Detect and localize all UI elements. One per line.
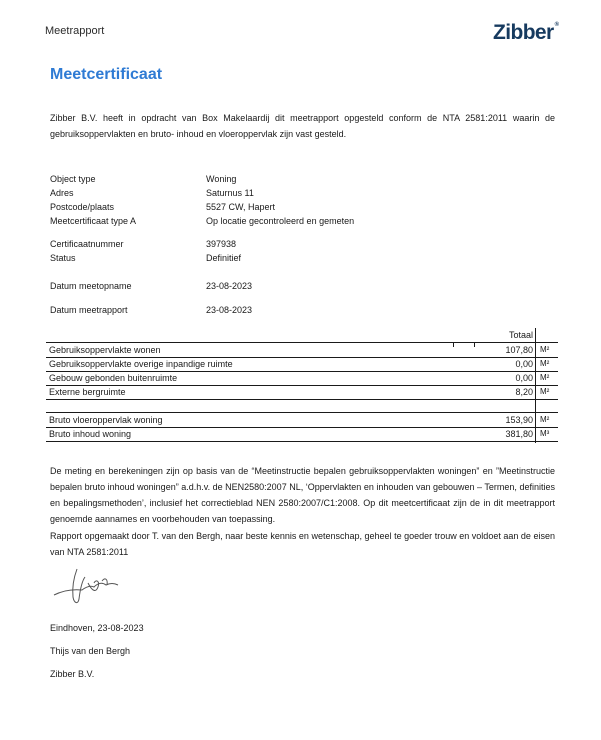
table-rule [46,399,558,400]
intro-paragraph: Zibber B.V. heeft in opdracht van Box Makelaardij dit meetrapport opgesteld conform de NTA 2581:2011 waarin de gebruiksoppervlakten en bruto- inhoud en vloeroppervlak zijn vast gesteld. [50,113,555,139]
row-unit: M² [540,387,550,396]
table-header-row [46,328,558,342]
table-row-bruto [46,413,558,427]
detail-label: Adres [50,188,74,198]
document-title: Meetcertificaat [50,66,163,83]
detail-label: Datum meetrapport [50,305,128,315]
table-row [46,357,558,371]
total-column-header: Totaal [508,330,533,340]
company-name: Zibber B.V. [50,669,95,679]
detail-value: Definitief [206,253,242,263]
detail-value: 23-08-2023 [206,281,253,291]
detail-label: Object type [50,174,96,184]
row-value: 0,00 [515,373,533,383]
row-unit: M² [540,359,550,368]
place-date: Eindhoven, 23-08-2023 [50,623,144,633]
table-row [46,343,558,357]
row-label: Gebruiksoppervlakte overige inpandige ruimte [49,359,233,369]
row-label: Gebouw gebonden buitenruimte [49,373,178,383]
row-label: Bruto vloeroppervlak woning [49,415,163,425]
row-value: 8,20 [515,387,533,397]
detail-value: Op locatie gecontroleerd en gemeten [206,216,355,226]
row-value: 107,80 [505,345,533,355]
zibber-logo [493,21,557,45]
signature-scribble [52,563,122,611]
table-row [46,385,558,399]
row-value: 381,80 [505,429,533,439]
row-unit: M² [540,373,550,382]
signatory-name: Thijs van den Bergh [50,646,131,656]
detail-value: 5527 CW, Hapert [206,202,276,212]
table-row-bruto [46,427,558,441]
logo-registered-mark: ® [554,22,559,28]
row-unit: M² [540,415,550,424]
table-rule [46,441,558,442]
signature-image [52,563,122,616]
method-paragraph: De meting en berekeningen zijn op basis van de “Meetinstructie bepalen gebruiksoppervlakten woningen” en ”Meetinstructie bepalen bruto inhoud woningen” a.d.h.v. de NEN2580:2007 NL, ‘Oppervlakten en inhouden van gebouwen – Termen, definities en bepalingsmethoden’, inclusief het correctieblad NEN 2580:2007/C1:2008. Op dit meetcertificaat zijn de in dit meetrapport genoemde aannames en voorbehouden van toepassing. [50,466,555,524]
row-label: Gebruiksoppervlakte wonen [49,345,161,355]
row-unit: M³ [540,429,550,438]
row-value: 0,00 [515,359,533,369]
row-label: Externe bergruimte [49,387,126,397]
detail-label: Postcode/plaats [50,202,115,212]
detail-value: Woning [206,174,237,184]
table-row [46,371,558,385]
row-unit: M² [540,345,550,354]
detail-label: Certificaatnummer [50,239,124,249]
detail-label: Status [50,253,76,263]
detail-value: 397938 [206,239,237,249]
logo-text: Zibber [493,21,554,44]
header-title: Meetrapport [45,25,105,37]
detail-label: Meetcertificaat type A [50,216,137,226]
detail-value: Saturnus 11 [206,188,254,198]
row-label: Bruto inhoud woning [49,429,132,439]
detail-value: 23-08-2023 [206,305,253,315]
report-by-paragraph: Rapport opgemaakt door T. van den Bergh, naar beste kennis en wetenschap, geheel te goeder trouw en voldoet aan de eisen van NTA 2581:2011 [50,531,555,557]
detail-label: Datum meetopname [50,281,132,291]
row-value: 153,90 [505,415,533,425]
